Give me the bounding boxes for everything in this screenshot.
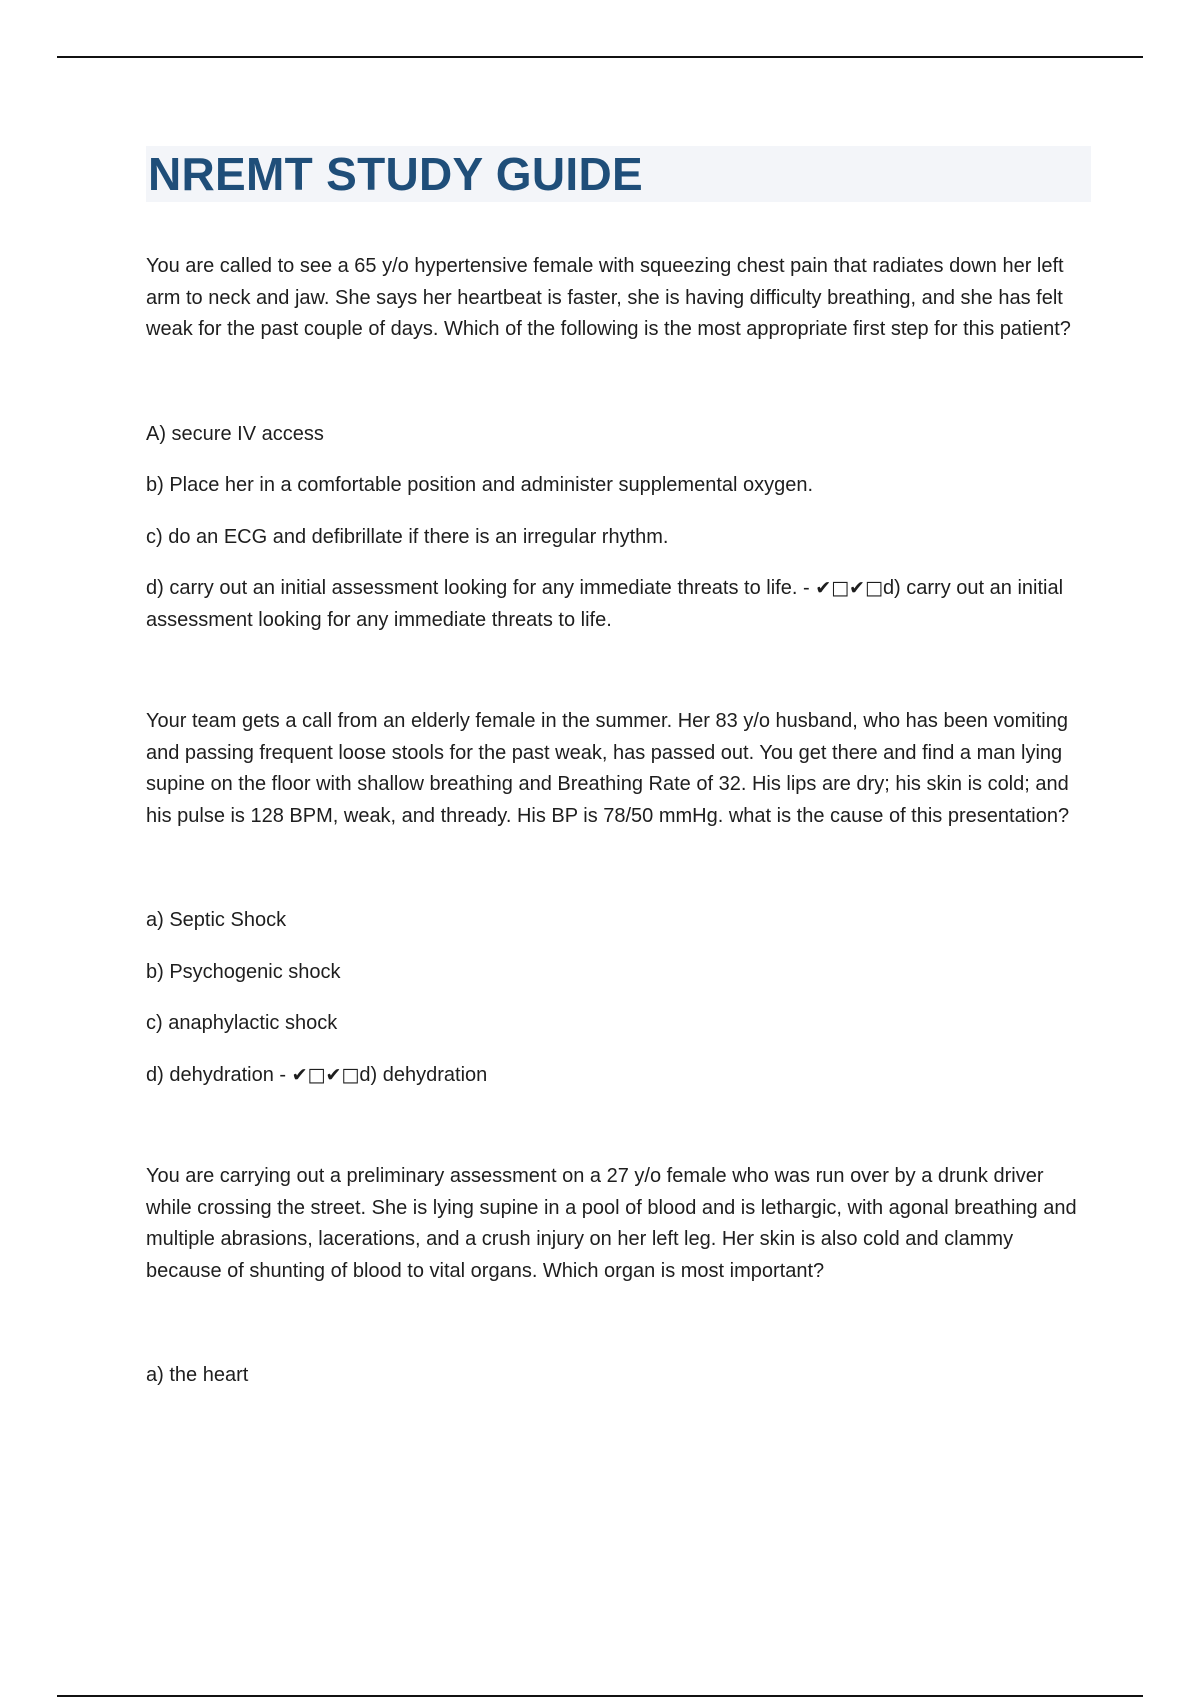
title-banner [146, 146, 1091, 202]
question-2-answer-repeat: d) dehydration [359, 1063, 488, 1086]
question-1-options [146, 419, 1091, 637]
question-1-answer-prefix: d) carry out an initial assessment looking for any immediate threats to life. - [146, 577, 816, 599]
question-2-option-a: a) Septic Shock [146, 909, 287, 931]
question-1-option-c: c) do an ECG and defibrillate if there is an irregular rhythm. [146, 525, 669, 548]
question-3-text: You are carrying out a preliminary assessment on a 27 y/o female who was run over by a drunk driver while crossing the street. She is lying supine in a pool of blood and is lethargic, with agonal breathing and multiple abrasions, lacerations, and a crush injury on her left leg. Her skin is also cold and clammy because of shunting of blood to vital organs. Which organ is most important? [146, 1165, 1077, 1282]
header-rule [57, 56, 1143, 58]
question-3-option-a: a) the heart [146, 1364, 249, 1386]
checkmark-icon: ✔□✔□ [291, 1063, 360, 1086]
page-title: NREMT STUDY GUIDE [148, 148, 643, 200]
question-2-answer [146, 1060, 1091, 1092]
question-2-answer-prefix: d) dehydration - [146, 1063, 292, 1086]
checkmark-icon: ✔□✔□ [815, 577, 883, 599]
question-1-answer-repeat: d) carry out an initial assessment looking for any immediate threats to life. [146, 577, 1064, 631]
question-1-option-a: A) secure IV access [146, 422, 324, 445]
question-2-options [146, 905, 1091, 1091]
footer-rule [57, 1695, 1143, 1697]
question-2-text: Your team gets a call from an elderly female in the summer. Her 83 y/o husband, who has been vomiting and passing frequent loose stools for the past weak, has passed out. You get there and find a man lying supine on the floor with shallow breathing and Breathing Rate of 32. His lips are dry; his skin is cold; and his pulse is 128 BPM, weak, and thready. His BP is 78/50 mmHg. what is the cause of this presentation? [146, 710, 1070, 827]
document-body [146, 146, 1091, 1392]
question-2-option-c: c) anaphylactic shock [146, 1012, 338, 1034]
question-1-answer [146, 573, 1091, 636]
question-3-options [146, 1360, 1091, 1392]
question-2-option-b: b) Psychogenic shock [146, 960, 341, 983]
question-1-text: You are called to see a 65 y/o hypertensive female with squeezing chest pain that radiates down her left arm to neck and jaw. She says her heartbeat is faster, she is having difficulty breathing, and she has felt weak for the past couple of days. Which of the following is the most appropriate first step for this patient? [146, 255, 1071, 340]
question-1-option-b: b) Place her in a comfortable position and administer supplemental oxygen. [146, 474, 814, 496]
